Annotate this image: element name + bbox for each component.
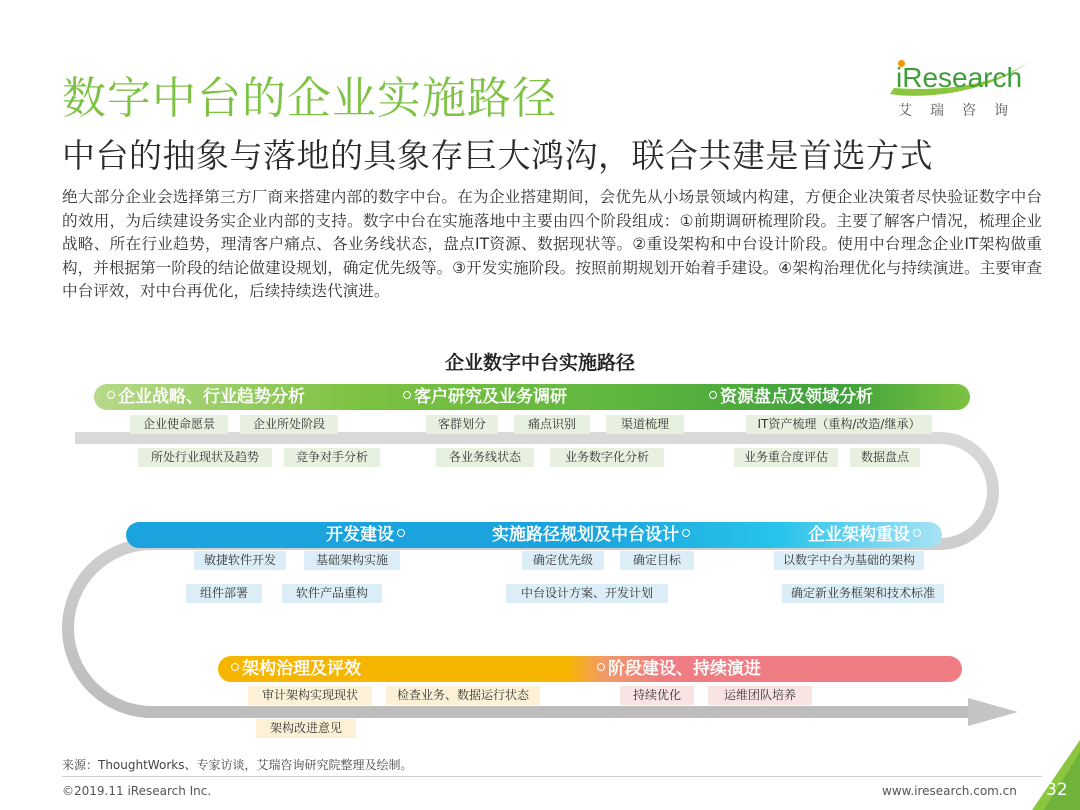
tag-company-stage: 企业所处阶段 xyxy=(240,415,338,434)
tag-component-deploy: 组件部署 xyxy=(186,584,262,603)
logo-subtext: 艾瑞咨询 xyxy=(898,103,1026,119)
diagram-title: 企业数字中台实施路径 xyxy=(444,352,635,374)
segment-bullet-icon xyxy=(403,391,411,399)
tag-overlap-eval: 业务重合度评估 xyxy=(734,448,838,467)
tag-improvement: 架构改进意见 xyxy=(256,719,356,738)
tag-digital-analysis: 业务数字化分析 xyxy=(550,448,664,467)
tag-it-assets: IT资产梳理（重构/改造/继承） xyxy=(746,415,932,434)
segment-label-planning xyxy=(492,522,693,548)
tag-product-refactor: 软件产品重构 xyxy=(282,584,382,603)
tag-ops-team: 运维团队培养 xyxy=(708,686,812,705)
segment-text: 阶段建设、持续演进 xyxy=(608,659,761,679)
tag-target: 确定目标 xyxy=(620,551,694,570)
tag-business-framework: 确定新业务框架和技术标准 xyxy=(782,584,944,603)
tag-industry-trend: 所处行业现状及趋势 xyxy=(138,448,272,467)
tag-agile-dev: 敏捷软件开发 xyxy=(194,551,286,570)
segment-label-resource xyxy=(706,384,873,410)
segment-bullet-icon xyxy=(913,529,921,537)
segment-bullet-icon xyxy=(682,529,690,537)
segment-bullet-icon xyxy=(397,529,405,537)
segment-label-customer xyxy=(400,384,567,410)
copyright: ©2019.11 iResearch Inc. xyxy=(62,784,212,798)
page-title: 数字中台的企业实施路径 xyxy=(62,73,557,124)
logo-text: iResearch xyxy=(896,62,1023,93)
website-link[interactable]: www.iresearch.com.cn xyxy=(882,784,1017,798)
segment-bullet-icon xyxy=(597,663,605,671)
road-arrowhead-icon xyxy=(968,698,1018,726)
segment-label-governance xyxy=(228,656,361,682)
segment-bullet-icon xyxy=(107,391,115,399)
segment-text: 开发建设 xyxy=(326,525,394,545)
source-note: 来源：ThoughtWorks、专家访谈，艾瑞咨询研究院整理及绘制。 xyxy=(62,758,413,772)
page-subtitle: 中台的抽象与落地的具象存巨大鸿沟，联合共建是首选方式 xyxy=(62,136,933,175)
segment-label-development xyxy=(326,522,408,548)
tag-check-status: 检查业务、数据运行状态 xyxy=(386,686,540,705)
tag-new-arch: 以数字中台为基础的架构 xyxy=(774,551,924,570)
segment-label-strategy xyxy=(104,384,305,410)
footer-divider xyxy=(62,776,1042,777)
tag-priority: 确定优先级 xyxy=(522,551,604,570)
segment-text: 客户研究及业务调研 xyxy=(414,387,567,407)
tag-competitor: 竞争对手分析 xyxy=(284,448,380,467)
tag-design-plan: 中台设计方案、开发计划 xyxy=(506,584,668,603)
segment-text: 企业架构重设 xyxy=(808,525,910,545)
tag-mission-vision: 企业使命愿景 xyxy=(130,415,228,434)
tag-audit: 审计架构实现现状 xyxy=(248,686,372,705)
segment-bullet-icon xyxy=(231,663,239,671)
tag-channel: 渠道梳理 xyxy=(606,415,684,434)
tag-business-line: 各业务线状态 xyxy=(436,448,534,467)
segment-text: 企业战略、行业趋势分析 xyxy=(118,387,305,407)
tag-continuous-opt: 持续优化 xyxy=(620,686,694,705)
segment-text: 资源盘点及领域分析 xyxy=(720,387,873,407)
tag-customer-segment: 客群划分 xyxy=(426,415,498,434)
page-number: 32 xyxy=(1046,780,1068,800)
segment-label-evolution xyxy=(594,656,761,682)
segment-text: 架构治理及评效 xyxy=(242,659,361,679)
segment-bullet-icon xyxy=(709,391,717,399)
segment-label-architecture xyxy=(808,522,924,548)
intro-paragraph: 绝大部分企业会选择第三方厂商来搭建内部的数字中台。在为企业搭建期间，会优先从小场景领域内构建，方便企业决策者尽快验证数字中台的效用，为后续建设务实企业内部的支持。数字中台在实施落地中主要由四个阶段组成：①前期调研梳理阶段。主要了解客户情况，梳理企业战略、所在行业趋势，理清客户痛点、各业务线状态，盘点IT资源、数据现状等。②重设架构和中台设计阶段。使用中台理念企业IT架构做重构，并根据第一阶段的结论做建设规划，确定优先级等。③开发实施阶段。按照前期规划开始着手建设。④架构治理优化与持续演进。主要审查中台评效，对中台再优化，后续持续迭代演进。 xyxy=(62,188,1042,301)
segment-text: 实施路径规划及中台设计 xyxy=(492,525,679,545)
tag-pain-points: 痛点识别 xyxy=(514,415,590,434)
tag-infra: 基础架构实施 xyxy=(304,551,400,570)
tag-data-inventory: 数据盘点 xyxy=(850,448,920,467)
